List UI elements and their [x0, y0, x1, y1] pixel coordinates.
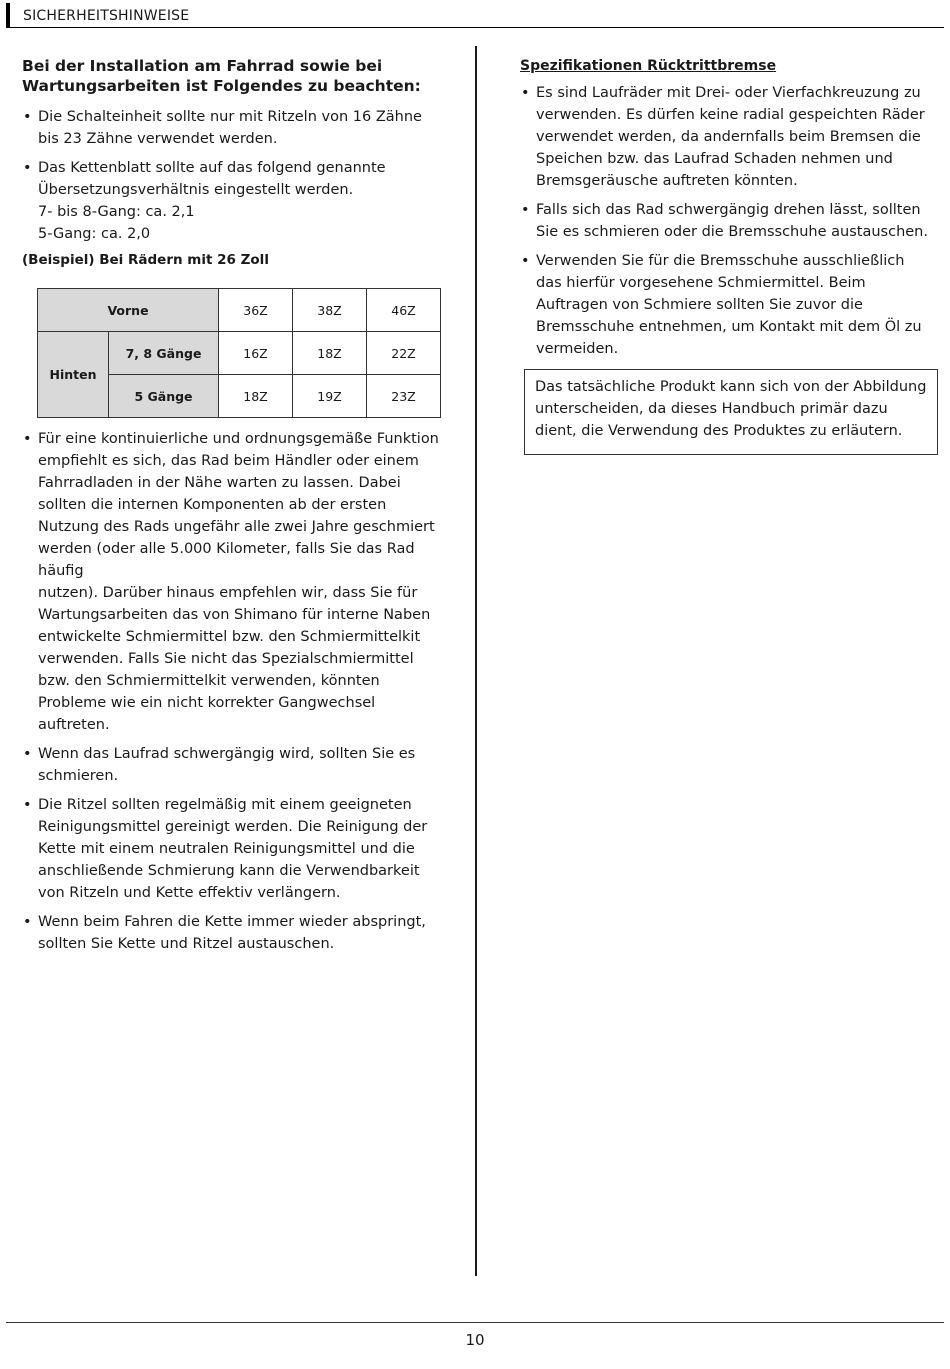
- section-title: SICHERHEITSHINWEISE: [23, 8, 190, 24]
- chainring-text: • Das Kettenblatt sollte auf das folgend genannte Übersetzungsverhältnis eingestellt werden.: [38, 160, 386, 198]
- list-item: [22, 157, 442, 245]
- list-item: • Wenn beim Fahren die Kette immer wieder abspringt, sollten Sie Kette und Ritzel austauschen.: [22, 911, 442, 955]
- rear-label: Hinten: [38, 332, 109, 418]
- left-column: [22, 56, 442, 962]
- section-header: [6, 3, 944, 28]
- ratio-line-8-speed: 7- bis 8-Gang: ca. 2,1: [38, 204, 195, 220]
- row-label: 7, 8 Gänge: [109, 332, 219, 375]
- list-item: [22, 428, 442, 736]
- table-cell: 18Z: [293, 332, 367, 375]
- gear-table: [37, 288, 441, 418]
- list-item: • Verwenden Sie für die Bremsschuhe ausschließlich das hierfür vorgesehene Schmiermittel. Beim Auftragen von Schmiere sollten Sie zuvor die Bremsschuhe entnehmen, um Kontakt mit dem Öl zu vermeiden.: [520, 250, 930, 360]
- list-item: • Es sind Laufräder mit Drei- oder Vierfachkreuzung zu verwenden. Es dürfen keine radial gespeichten Räder verwendet werden, da andernfalls beim Bremsen die Speichen bzw. das Laufrad Schaden nehmen und Bremsgeräusche auftreten könnten.: [520, 82, 930, 192]
- table-cell: 46Z: [367, 289, 441, 332]
- table-cell: 18Z: [219, 375, 293, 418]
- table-cell: 38Z: [293, 289, 367, 332]
- front-label: Vorne: [38, 289, 219, 332]
- list-item: • Falls sich das Rad schwergängig drehen lässt, sollten Sie es schmieren oder die Bremsschuhe austauschen.: [520, 199, 930, 243]
- installation-list: [22, 106, 442, 245]
- brake-spec-list: [520, 82, 930, 360]
- row-label: 5 Gänge: [109, 375, 219, 418]
- column-divider: [475, 46, 477, 1276]
- page-number: 10: [465, 1331, 485, 1349]
- installation-heading: Bei der Installation am Fahrrad sowie bei Wartungsarbeiten ist Folgendes zu beachten:: [22, 57, 421, 95]
- table-row: [38, 332, 441, 375]
- table-cell: 16Z: [219, 332, 293, 375]
- example-label: (Beispiel) Bei Rädern mit 26 Zoll: [22, 252, 269, 268]
- maintenance-list: [22, 428, 442, 955]
- table-cell: 36Z: [219, 289, 293, 332]
- disclaimer-box: [524, 369, 938, 455]
- maintenance-text-b: nutzen). Darüber hinaus empfehlen wir, dass Sie für Wartungsarbeiten das von Shimano für interne Naben entwickelte Schmiermittel bzw. den Schmiermittelkit verwenden. Falls Sie nicht das Spezialschmiermittel bzw. den Schmiermittelkit verwenden, könnten Probleme wie ein nicht korrekter Gangwechsel auftreten.: [38, 585, 431, 733]
- brake-spec-heading: Spezifikationen Rücktrittbremse: [520, 58, 777, 74]
- ratio-line-5-speed: 5-Gang: ca. 2,0: [38, 226, 151, 242]
- disclaimer-text: Das tatsächliche Produkt kann sich von der Abbildung unterscheiden, da dieses Handbuch primär dazu dient, die Verwendung des Produktes zu erläutern.: [535, 379, 927, 439]
- list-item: • Wenn das Laufrad schwergängig wird, sollten Sie es schmieren.: [22, 743, 442, 787]
- table-cell: 22Z: [367, 332, 441, 375]
- table-row: [38, 289, 441, 332]
- table-cell: 19Z: [293, 375, 367, 418]
- list-item: • Die Ritzel sollten regelmäßig mit einem geeigneten Reinigungsmittel gereinigt werden. Die Reinigung der Kette mit einem neutralen Reinigungsmittel und die anschließende Schmierung kann die Verwendbarkeit von Ritzeln und Kette effektiv verlängern.: [22, 794, 442, 904]
- footer-divider: [6, 1322, 944, 1323]
- right-column: [520, 58, 930, 367]
- maintenance-text-a: • Für eine kontinuierliche und ordnungsgemäße Funktion empfiehlt es sich, das Rad beim Händler oder einem Fahrradladen in der Nähe warten zu lassen. Dabei sollten die internen Komponenten ab der ersten Nutzung des Rads ungefähr alle zwei Jahre geschmiert werden (oder alle 5.000 Kilometer, falls Sie das Rad häufig: [38, 431, 439, 579]
- list-item: • Die Schalteinheit sollte nur mit Ritzeln von 16 Zähne bis 23 Zähne verwendet werden.: [22, 106, 442, 150]
- table-cell: 23Z: [367, 375, 441, 418]
